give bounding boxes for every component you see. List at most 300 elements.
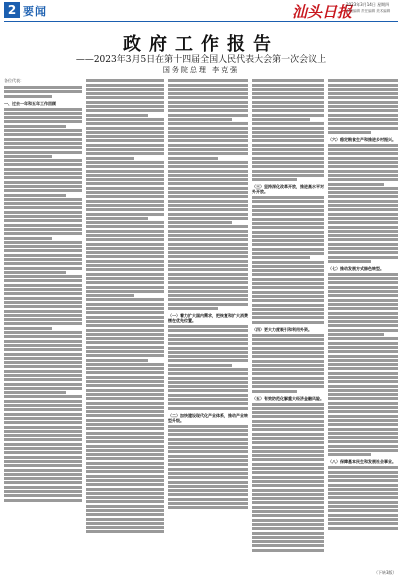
text-line — [252, 205, 324, 208]
text-line — [86, 449, 164, 452]
text-line — [252, 342, 324, 345]
text-line — [252, 368, 324, 371]
text-line — [86, 488, 164, 491]
section-head-4: （三）坚持深化改革开放，推进高水平对外开放。 — [252, 184, 324, 195]
text-line — [252, 308, 324, 311]
text-line — [252, 463, 324, 466]
text-line — [86, 453, 164, 456]
text-line — [86, 144, 164, 147]
text-line — [4, 490, 82, 493]
text-line — [168, 489, 248, 492]
section-head-9: （八）保障基本民生和发展社会事业。 — [328, 459, 396, 465]
text-line — [328, 221, 398, 224]
header-rule — [4, 21, 398, 22]
text-line — [252, 480, 324, 483]
text-line — [86, 92, 164, 95]
text-line — [168, 398, 248, 401]
text-line — [4, 327, 52, 330]
text-line — [4, 206, 82, 209]
text-line — [4, 198, 82, 201]
text-line — [168, 234, 248, 237]
text-line — [168, 217, 248, 220]
text-line — [86, 462, 164, 465]
text-line — [168, 178, 248, 181]
text-line — [168, 446, 248, 449]
text-line — [168, 307, 218, 310]
text-line — [168, 303, 248, 306]
text-line — [4, 301, 82, 304]
article-author: 国务院总理 李克强 — [162, 66, 240, 74]
text-line — [4, 155, 52, 158]
text-line — [252, 282, 324, 285]
text-line — [252, 170, 324, 173]
text-line — [86, 530, 164, 533]
text-line — [86, 470, 164, 473]
text-line — [252, 304, 324, 307]
text-line — [168, 101, 248, 104]
text-line — [252, 489, 324, 492]
text-line — [328, 385, 398, 388]
text-line — [252, 286, 324, 289]
text-line — [4, 499, 82, 502]
text-line — [168, 161, 248, 164]
text-line — [328, 505, 398, 508]
text-line — [86, 380, 164, 383]
text-line — [328, 432, 398, 435]
text-line — [4, 211, 82, 214]
text-line — [4, 168, 82, 171]
text-line — [328, 402, 398, 405]
text-line — [168, 174, 248, 177]
text-line — [4, 90, 82, 93]
text-line — [328, 101, 398, 104]
text-line — [4, 473, 82, 476]
text-line — [328, 277, 398, 280]
text-column-5 — [328, 78, 398, 568]
text-line — [168, 114, 248, 117]
text-line — [252, 446, 324, 449]
text-line — [168, 433, 248, 436]
text-line — [168, 294, 248, 297]
text-line — [252, 407, 324, 410]
text-line — [4, 378, 82, 381]
text-line — [328, 251, 398, 254]
text-column-3 — [168, 78, 248, 568]
text-line — [168, 92, 248, 95]
text-line — [328, 157, 398, 160]
text-line — [252, 114, 324, 117]
text-line — [328, 105, 398, 108]
newspaper-logo: 汕头日报 — [292, 3, 353, 21]
text-line — [4, 275, 82, 278]
text-line — [86, 440, 164, 443]
text-line — [252, 484, 324, 487]
text-line — [328, 79, 398, 82]
text-line — [4, 202, 82, 205]
text-line — [252, 338, 324, 341]
text-line — [4, 340, 82, 343]
text-line — [252, 527, 324, 530]
text-line — [328, 165, 398, 168]
text-line — [328, 376, 398, 379]
text-line — [328, 178, 398, 181]
text-line — [168, 493, 248, 496]
text-line — [4, 391, 66, 394]
text-line — [328, 346, 398, 349]
text-line — [86, 423, 164, 426]
text-line — [86, 255, 164, 258]
text-line — [86, 427, 164, 430]
text-line — [252, 523, 324, 526]
text-line — [4, 245, 82, 248]
text-line — [4, 232, 82, 235]
text-line — [328, 479, 398, 482]
text-line — [328, 118, 398, 121]
text-line — [4, 146, 82, 149]
text-line — [86, 406, 164, 409]
text-line — [252, 299, 324, 302]
text-line — [4, 279, 82, 282]
text-line — [252, 355, 324, 358]
text-line — [328, 200, 398, 203]
text-line — [252, 122, 324, 125]
text-line — [328, 372, 398, 375]
text-line — [4, 249, 82, 252]
text-line — [168, 329, 248, 332]
text-line — [328, 337, 398, 340]
section-head-5: （四）更大力度吸引和利用外资。 — [252, 326, 312, 332]
editors-line: 本版编辑 责任编辑 美术编辑 — [346, 9, 391, 13]
section-head-7: （六）稳定粮食生产和推进乡村振兴。 — [328, 136, 396, 142]
text-line — [328, 492, 398, 495]
text-line — [4, 331, 82, 334]
text-line — [4, 297, 82, 300]
text-line — [328, 453, 371, 456]
text-line — [4, 116, 82, 119]
text-line — [86, 303, 164, 306]
text-line — [168, 148, 248, 151]
text-line — [168, 238, 248, 241]
text-line — [86, 393, 164, 396]
text-line — [252, 88, 324, 91]
text-line — [168, 364, 232, 367]
text-line — [252, 415, 324, 418]
text-line — [168, 264, 248, 267]
text-line — [86, 324, 164, 327]
text-line — [86, 148, 164, 151]
text-line — [252, 235, 324, 238]
text-line — [328, 191, 398, 194]
text-line — [4, 108, 82, 111]
text-line — [86, 363, 164, 366]
text-line — [328, 333, 384, 336]
text-line — [328, 183, 384, 186]
text-line — [252, 105, 324, 108]
text-line — [86, 217, 148, 220]
text-line — [252, 222, 324, 225]
text-line — [168, 355, 248, 358]
text-line — [4, 395, 82, 398]
text-line — [168, 281, 248, 284]
text-line — [252, 450, 324, 453]
text-line — [252, 347, 324, 350]
text-line — [86, 191, 164, 194]
text-line — [168, 84, 248, 87]
text-line — [86, 213, 164, 216]
text-line — [252, 165, 324, 168]
text-line — [252, 79, 324, 82]
text-line — [168, 118, 232, 121]
text-line — [86, 371, 164, 374]
text-line — [86, 243, 164, 246]
text-line — [4, 172, 82, 175]
text-line — [328, 466, 398, 469]
text-line — [168, 152, 248, 155]
text-line — [328, 518, 398, 521]
text-line — [252, 441, 324, 444]
text-line — [252, 96, 324, 99]
text-line — [328, 484, 398, 487]
text-line — [86, 273, 164, 276]
text-line — [86, 505, 164, 508]
text-line — [328, 393, 398, 396]
text-line — [86, 139, 164, 142]
text-line — [168, 165, 248, 168]
text-line — [86, 526, 164, 529]
text-line — [86, 268, 164, 271]
text-line — [4, 486, 82, 489]
text-line — [328, 436, 398, 439]
text-line — [252, 295, 324, 298]
text-line — [86, 518, 164, 521]
text-line — [252, 209, 324, 212]
text-column-2 — [86, 78, 164, 568]
text-line — [86, 114, 148, 117]
text-line — [328, 122, 398, 125]
text-line — [4, 353, 82, 356]
text-line — [328, 514, 398, 517]
text-line — [168, 359, 248, 362]
text-line — [86, 294, 134, 297]
text-line — [86, 161, 164, 164]
text-line — [328, 406, 398, 409]
text-line — [252, 269, 324, 272]
text-line — [86, 457, 164, 460]
text-line — [4, 284, 82, 287]
text-line — [168, 506, 248, 509]
text-line — [252, 497, 324, 500]
text-line — [4, 86, 82, 89]
text-line — [328, 148, 398, 151]
text-line — [86, 419, 164, 422]
text-line — [86, 311, 164, 314]
text-line — [86, 247, 164, 250]
text-line — [4, 434, 82, 437]
text-line — [252, 278, 324, 281]
text-line — [4, 288, 82, 291]
text-line — [4, 464, 82, 467]
text-line — [86, 479, 164, 482]
text-line — [86, 221, 164, 224]
text-line — [328, 509, 398, 512]
text-line — [168, 208, 248, 211]
text-line — [4, 383, 82, 386]
text-line — [252, 532, 324, 535]
text-line — [168, 144, 248, 147]
text-line — [4, 292, 82, 295]
text-line — [168, 105, 248, 108]
text-line — [168, 127, 248, 130]
text-line — [168, 407, 248, 410]
text-line — [168, 268, 248, 271]
page-header — [0, 0, 402, 22]
text-line — [252, 390, 297, 393]
text-line — [4, 181, 82, 184]
text-line — [86, 165, 164, 168]
text-line — [168, 502, 248, 505]
text-line — [4, 494, 82, 497]
text-line — [86, 410, 164, 413]
text-line — [86, 286, 164, 289]
text-line — [252, 433, 324, 436]
text-line — [252, 364, 324, 367]
text-line — [168, 213, 248, 216]
text-line — [4, 335, 82, 338]
text-line — [4, 430, 82, 433]
text-line — [86, 414, 164, 417]
text-line — [4, 456, 82, 459]
section-head-6: （五）有效防范化解重大经济金融风险。 — [252, 395, 324, 401]
issue-date: 2023年3月14日 星期四 — [346, 2, 390, 7]
text-line — [168, 463, 248, 466]
text-line — [4, 322, 82, 325]
text-line — [168, 377, 248, 380]
text-line — [86, 208, 164, 211]
text-line — [328, 380, 398, 383]
text-line — [328, 359, 398, 362]
text-line — [4, 443, 82, 446]
text-line — [328, 522, 398, 525]
text-line — [168, 135, 248, 138]
text-line — [4, 241, 82, 244]
article-title: 政府工作报告 — [123, 34, 279, 55]
text-line — [86, 290, 164, 293]
text-line — [252, 420, 324, 423]
text-line — [4, 125, 66, 128]
text-line — [168, 170, 248, 173]
text-line — [168, 334, 248, 337]
text-line — [4, 129, 82, 132]
text-line — [4, 404, 82, 407]
text-line — [86, 346, 164, 349]
text-line — [252, 174, 324, 177]
text-line — [4, 400, 82, 403]
text-line — [252, 514, 324, 517]
text-line — [328, 415, 398, 418]
text-line — [86, 397, 164, 400]
text-line — [168, 429, 248, 432]
text-line — [86, 79, 164, 82]
text-line — [328, 350, 398, 353]
text-line — [168, 476, 248, 479]
text-line — [328, 234, 398, 237]
text-line — [86, 170, 164, 173]
text-line — [328, 312, 398, 315]
text-line — [86, 475, 164, 478]
text-line — [168, 96, 248, 99]
text-line — [86, 333, 164, 336]
text-line — [168, 381, 248, 384]
text-line — [4, 215, 82, 218]
text-line — [4, 451, 82, 454]
text-line — [328, 238, 398, 241]
text-line — [4, 267, 82, 270]
text-line — [4, 426, 82, 429]
text-line — [252, 536, 324, 539]
text-line — [4, 408, 82, 411]
text-line — [252, 200, 324, 203]
text-line — [168, 450, 248, 453]
text-column-4 — [252, 78, 324, 568]
text-line — [86, 238, 164, 241]
text-line — [328, 247, 398, 250]
text-line — [252, 261, 324, 264]
text-line — [86, 432, 164, 435]
text-line — [4, 481, 82, 484]
text-line — [86, 389, 164, 392]
text-line — [168, 481, 248, 484]
text-line — [328, 410, 398, 413]
text-line — [252, 118, 310, 121]
text-line — [168, 225, 248, 228]
text-line — [86, 225, 164, 228]
text-line — [86, 152, 164, 155]
text-line — [86, 509, 164, 512]
text-line — [4, 228, 82, 231]
text-line — [4, 176, 82, 179]
text-line — [168, 394, 248, 397]
text-line — [4, 370, 82, 373]
text-line — [328, 204, 398, 207]
text-line — [86, 320, 164, 323]
text-line — [168, 472, 248, 475]
text-line — [168, 157, 218, 160]
text-line — [4, 262, 82, 265]
text-line — [252, 243, 324, 246]
text-line — [168, 347, 248, 350]
text-line — [4, 387, 82, 390]
text-line — [252, 144, 324, 147]
text-line — [168, 468, 248, 471]
text-line — [4, 112, 82, 115]
text-line — [252, 101, 324, 104]
text-line — [252, 544, 324, 547]
text-line — [168, 368, 248, 371]
text-line — [4, 348, 82, 351]
text-line — [328, 488, 398, 491]
text-line — [86, 522, 164, 525]
text-line — [86, 109, 164, 112]
text-line — [328, 226, 398, 229]
text-line — [168, 389, 248, 392]
text-line — [4, 120, 82, 123]
text-line — [252, 471, 324, 474]
text-line — [328, 84, 398, 87]
text-line — [4, 185, 82, 188]
text-line — [86, 513, 164, 516]
text-line — [328, 440, 398, 443]
text-line — [86, 384, 164, 387]
